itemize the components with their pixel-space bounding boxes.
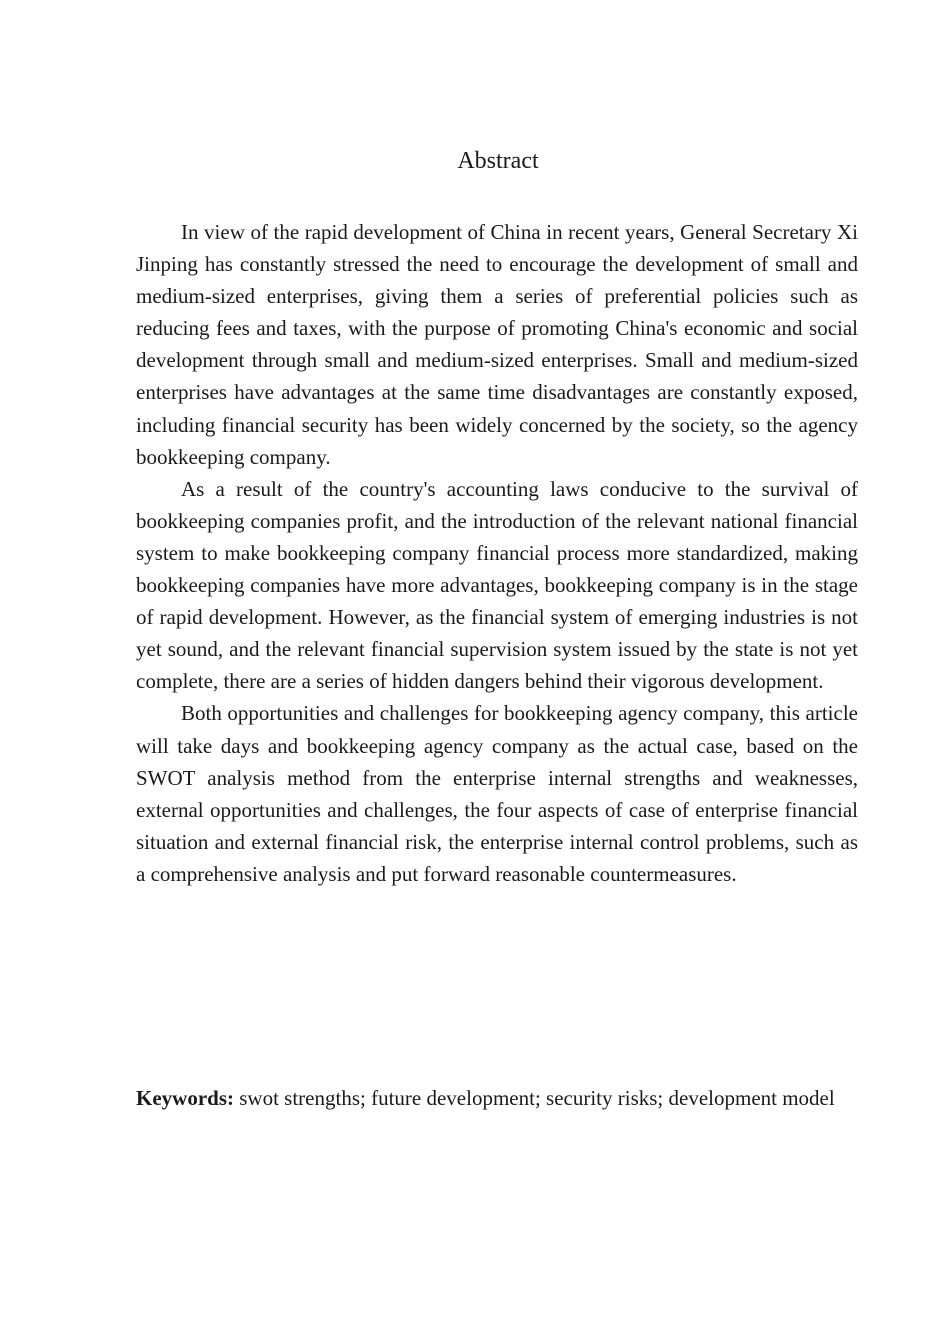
abstract-body bbox=[136, 216, 858, 890]
abstract-paragraph-1: In view of the rapid development of China in recent years, General Secretary Xi Jinping has constantly stressed the need to encourage the development of small and medium-sized enterprises, giving them a series of preferential policies such as reducing fees and taxes, with the purpose of promoting China's economic and social development through small and medium-sized enterprises. Small and medium-sized enterprises have advantages at the same time disadvantages are constantly exposed, including financial security has been widely concerned by the society, so the agency bookkeeping company. bbox=[136, 220, 858, 469]
abstract-paragraph-2: As a result of the country's accounting laws conducive to the survival of bookkeeping companies profit, and the introduction of the relevant national financial system to make bookkeeping company financial process more standardized, making bookkeeping companies have more advantages, bookkeeping company is in the stage of rapid development. However, as the financial system of emerging industries is not yet sound, and the relevant financial supervision system issued by the state is not yet complete, there are a series of hidden dangers behind their vigorous development. bbox=[136, 476, 858, 694]
abstract-paragraph-3: Both opportunities and challenges for bookkeeping agency company, this article will take days and bookkeeping agency company as the actual case, based on the SWOT analysis method from the enterprise internal strengths and weaknesses, external opportunities and challenges, the four aspects of case of enterprise financial situation and external financial risk, the enterprise internal control problems, such as a comprehensive analysis and put forward reasonable countermeasures. bbox=[136, 701, 858, 886]
abstract-title: Abstract bbox=[457, 148, 539, 174]
keywords-label: Keywords: bbox=[136, 1086, 234, 1110]
keywords-text: swot strengths; future development; security risks; development model bbox=[239, 1086, 835, 1110]
keywords-line bbox=[136, 1082, 948, 1114]
